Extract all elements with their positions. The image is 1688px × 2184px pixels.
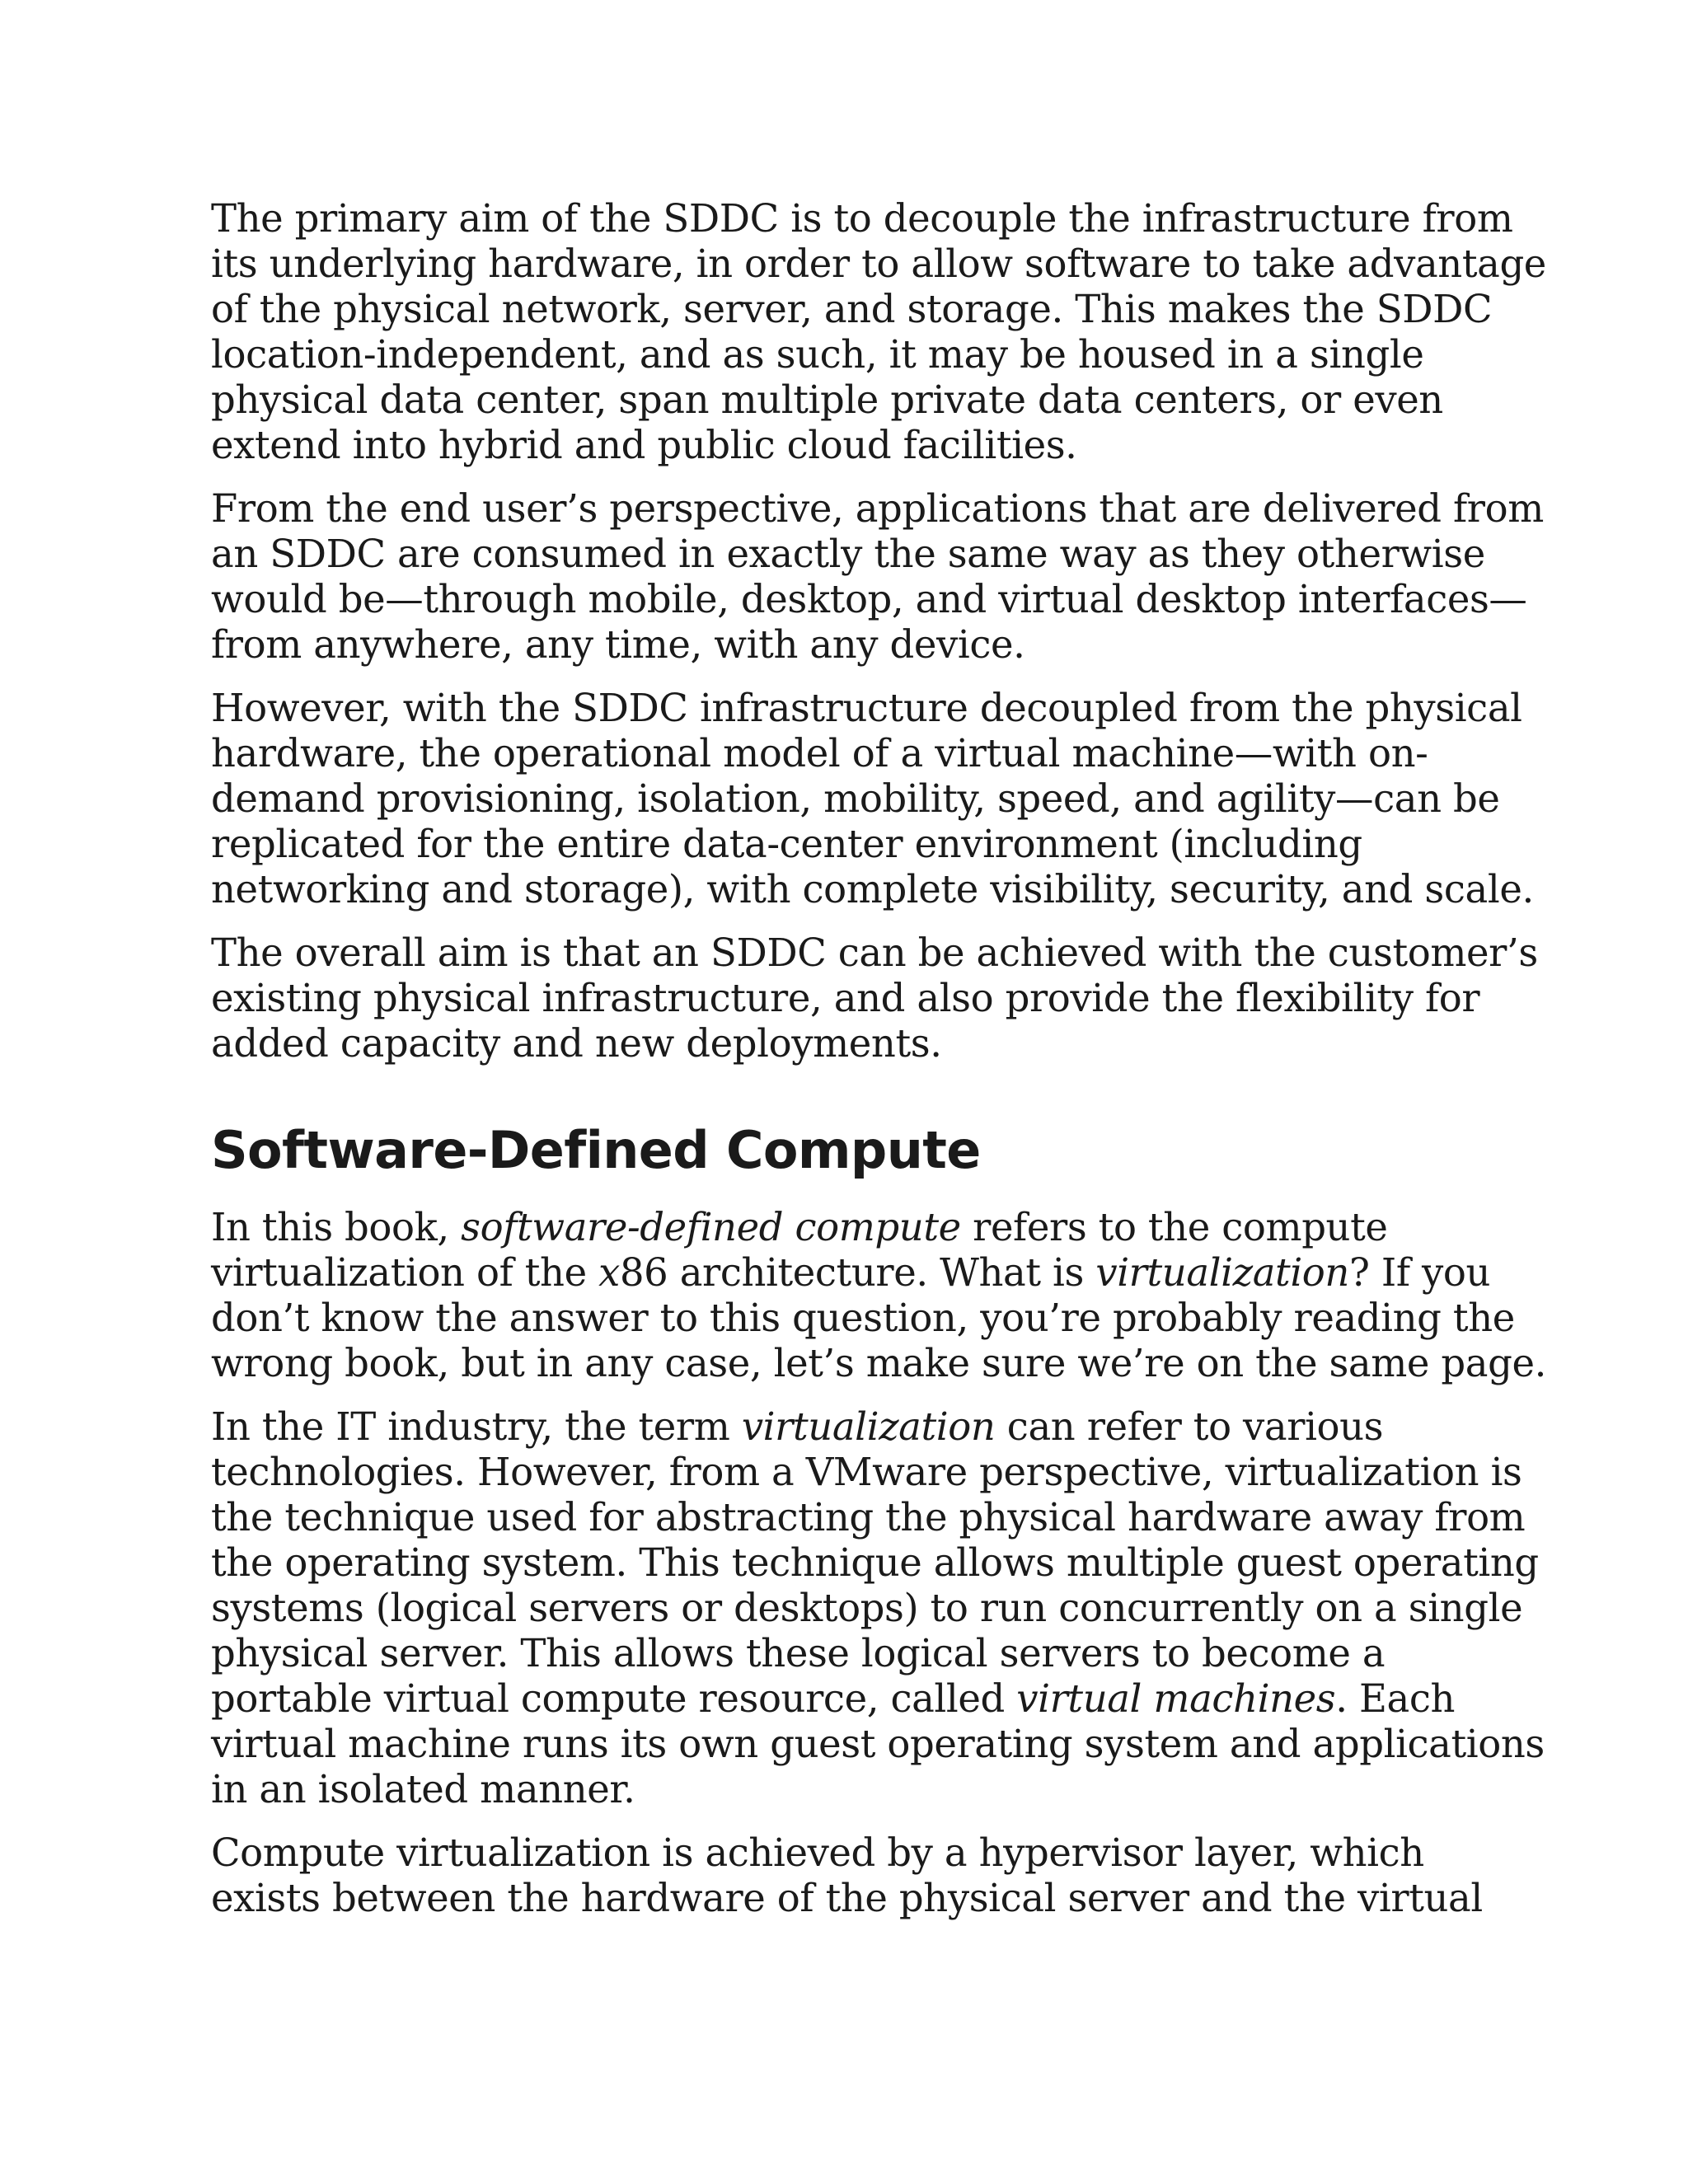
section-heading: Software-Defined Compute	[211, 1120, 981, 1180]
emphasis-text: virtual machines	[1016, 1676, 1336, 1721]
text-line: its underlying hardware, in order to allow software to take advantage	[211, 241, 1546, 286]
text-line: hardware, the operational model of a virtual machine—with on-	[211, 731, 1428, 776]
text-run: ? If you	[1348, 1250, 1491, 1295]
text-line: added capacity and new deployments.	[211, 1021, 942, 1066]
text-line: Compute virtualization is achieved by a hypervisor layer, which	[211, 1830, 1424, 1875]
text-line: demand provisioning, isolation, mobility, speed, and agility—can be	[211, 776, 1500, 821]
paragraph-sddc-aim	[211, 196, 1546, 468]
emphasis-text: software-defined compute	[461, 1205, 961, 1249]
paragraph-overall-aim	[211, 930, 1538, 1066]
text-line: the technique used for abstracting the physical hardware away from	[211, 1495, 1526, 1540]
text-run: In this book,	[211, 1205, 462, 1249]
text-line: physical server. This allows these logical servers to become a	[211, 1631, 1386, 1675]
text-line: exists between the hardware of the physical server and the virtual	[211, 1876, 1483, 1920]
text-line: existing physical infrastructure, and also provide the flexibility for	[211, 976, 1480, 1020]
text-line	[211, 1205, 1480, 1250]
text-line: in an isolated manner.	[211, 1767, 635, 1811]
text-line	[211, 1404, 1480, 1450]
text-line	[211, 1676, 1480, 1722]
paragraph-end-user-perspective	[211, 486, 1544, 668]
paragraph-software-defined-compute	[211, 1205, 1546, 1386]
text-line: wrong book, but in any case, let’s make sure we’re on the same page.	[211, 1341, 1546, 1385]
text-run: virtualization of the	[211, 1250, 599, 1295]
text-run: portable virtual compute resource, called	[211, 1676, 1017, 1721]
paragraph-virtualization-definition	[211, 1404, 1545, 1812]
text-line: location-independent, and as such, it may be housed in a single	[211, 332, 1424, 377]
text-line: The overall aim is that an SDDC can be achieved with the customer’s	[211, 930, 1538, 975]
text-line: would be—through mobile, desktop, and virtual desktop interfaces—	[211, 577, 1527, 621]
text-run: can refer to various	[995, 1404, 1384, 1449]
text-line: physical data center, span multiple private data centers, or even	[211, 377, 1443, 422]
text-line: virtual machine runs its own guest operating system and applications	[211, 1722, 1545, 1766]
text-line: the operating system. This technique allows multiple guest operating	[211, 1540, 1539, 1585]
text-line: networking and storage), with complete visibility, security, and scale.	[211, 867, 1534, 912]
document-page	[211, 196, 1546, 1939]
text-run: . Each	[1335, 1676, 1456, 1721]
text-line: replicated for the entire data-center environment (including	[211, 822, 1362, 866]
emphasis-text: virtualization	[1095, 1250, 1349, 1295]
text-run: 86 architecture. What is	[619, 1250, 1096, 1295]
emphasis-text: x	[598, 1250, 620, 1295]
text-run: In the IT industry, the term	[211, 1404, 742, 1449]
text-line: technologies. However, from a VMware perspective, virtualization is	[211, 1450, 1522, 1494]
text-line: From the end user’s perspective, applications that are delivered from	[211, 486, 1544, 531]
emphasis-text: virtualization	[741, 1404, 996, 1449]
text-line: The primary aim of the SDDC is to decouple the infrastructure from	[211, 196, 1513, 241]
text-line: extend into hybrid and public cloud facilities.	[211, 423, 1077, 467]
text-line: However, with the SDDC infrastructure decoupled from the physical	[211, 686, 1522, 730]
paragraph-hypervisor	[211, 1830, 1483, 1921]
text-line	[211, 1250, 1491, 1296]
text-line: systems (logical servers or desktops) to run concurrently on a single	[211, 1586, 1523, 1630]
paragraph-operational-model	[211, 686, 1534, 912]
text-line: don’t know the answer to this question, you’re probably reading the	[211, 1296, 1515, 1340]
text-line: of the physical network, server, and storage. This makes the SDDC	[211, 287, 1493, 331]
text-run: refers to the compute	[960, 1205, 1388, 1249]
text-line: an SDDC are consumed in exactly the same way as they otherwise	[211, 532, 1485, 576]
text-line: from anywhere, any time, with any device.	[211, 622, 1025, 667]
